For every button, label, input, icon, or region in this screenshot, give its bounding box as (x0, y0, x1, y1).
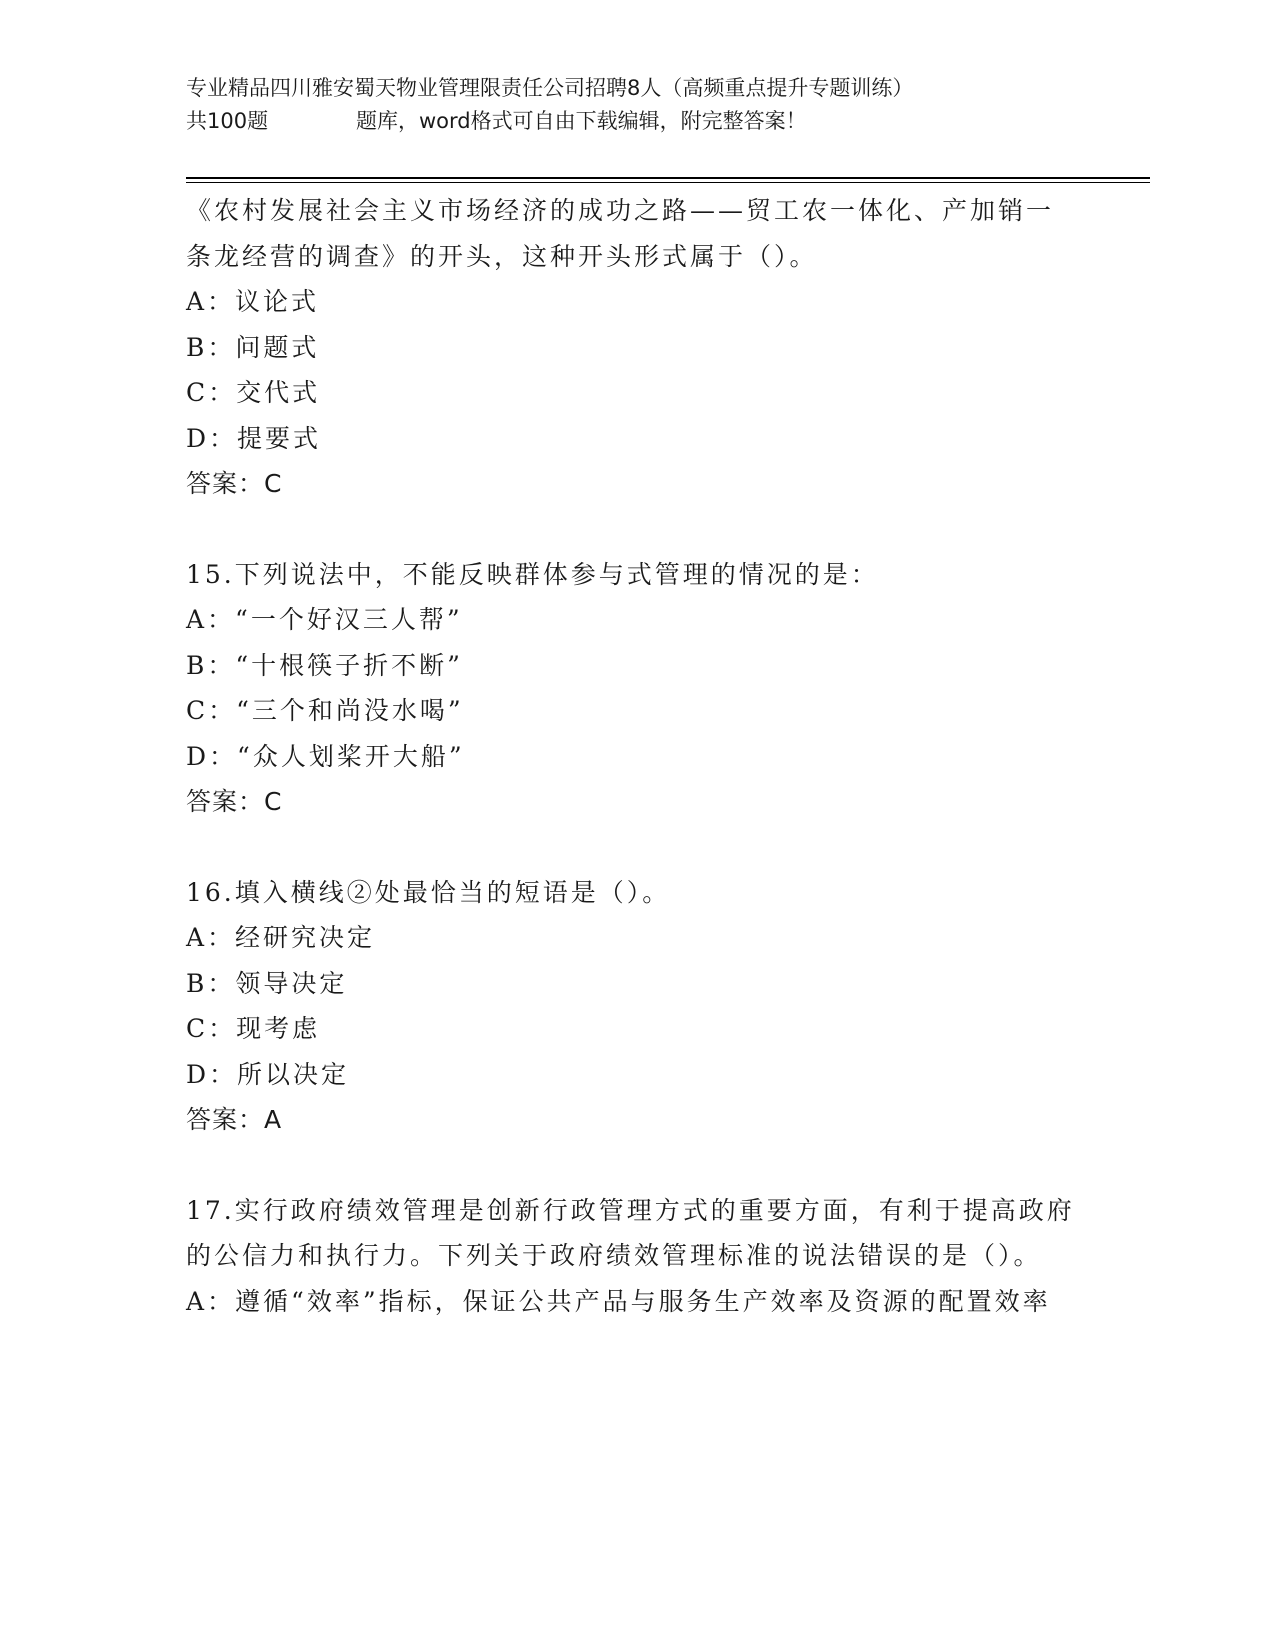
option-d: D：提要式 (186, 423, 322, 453)
option-d: D：“众人划桨开大船” (186, 741, 465, 771)
answer-text: 答案：A (186, 1105, 283, 1134)
option-b: B：领导决定 (186, 968, 348, 998)
question-block (186, 552, 1076, 825)
option-c: C：现考虑 (186, 1014, 321, 1043)
option-b: B：“十根筷子折不断” (186, 650, 463, 680)
option-c: C：“三个和尚没水喝” (186, 696, 464, 725)
option-a: A：“一个好汉三人帮” (186, 605, 463, 634)
header-divider-thick (186, 177, 1150, 179)
option-a: A：经研究决定 (186, 923, 376, 952)
option-a: A：遵循“效率”指标，保证公共产品与服务生产效率及资源的配置效率 (186, 1286, 1051, 1316)
question-list (186, 188, 1076, 1369)
document-subtitle (186, 105, 1086, 138)
question-text: 16.填入横线②处最恰当的短语是（）。 (186, 877, 671, 907)
document-description: 题库，word格式可自由下载编辑，附完整答案！ (356, 109, 807, 133)
question-text: 《农村发展社会主义市场经济的成功之路——贸工农一体化、产加销一条龙经营的调查》的开头，这种开头形式属于（）。 (186, 196, 1055, 271)
option-a: A：议论式 (186, 287, 320, 316)
document-title: 专业精品四川雅安蜀天物业管理限责任公司招聘8人（高频重点提升专题训练） (186, 76, 914, 100)
document-header (186, 72, 1086, 138)
question-text: 17.实行政府绩效管理是创新行政管理方式的重要方面，有利于提高政府的公信力和执行力。下列关于政府绩效管理标准的说法错误的是（）。 (186, 1195, 1075, 1270)
answer-text: 答案：C (186, 787, 283, 816)
question-block (186, 870, 1076, 1143)
option-b: B：问题式 (186, 332, 320, 362)
question-block (186, 188, 1076, 507)
question-text: 15.下列说法中，不能反映群体参与式管理的情况的是： (186, 559, 879, 589)
option-d: D：所以决定 (186, 1059, 350, 1089)
question-block (186, 1188, 1076, 1325)
question-count: 共100题 (186, 109, 269, 133)
option-c: C：交代式 (186, 378, 321, 407)
header-divider-thin (186, 182, 1150, 183)
answer-text: 答案：C (186, 469, 283, 498)
